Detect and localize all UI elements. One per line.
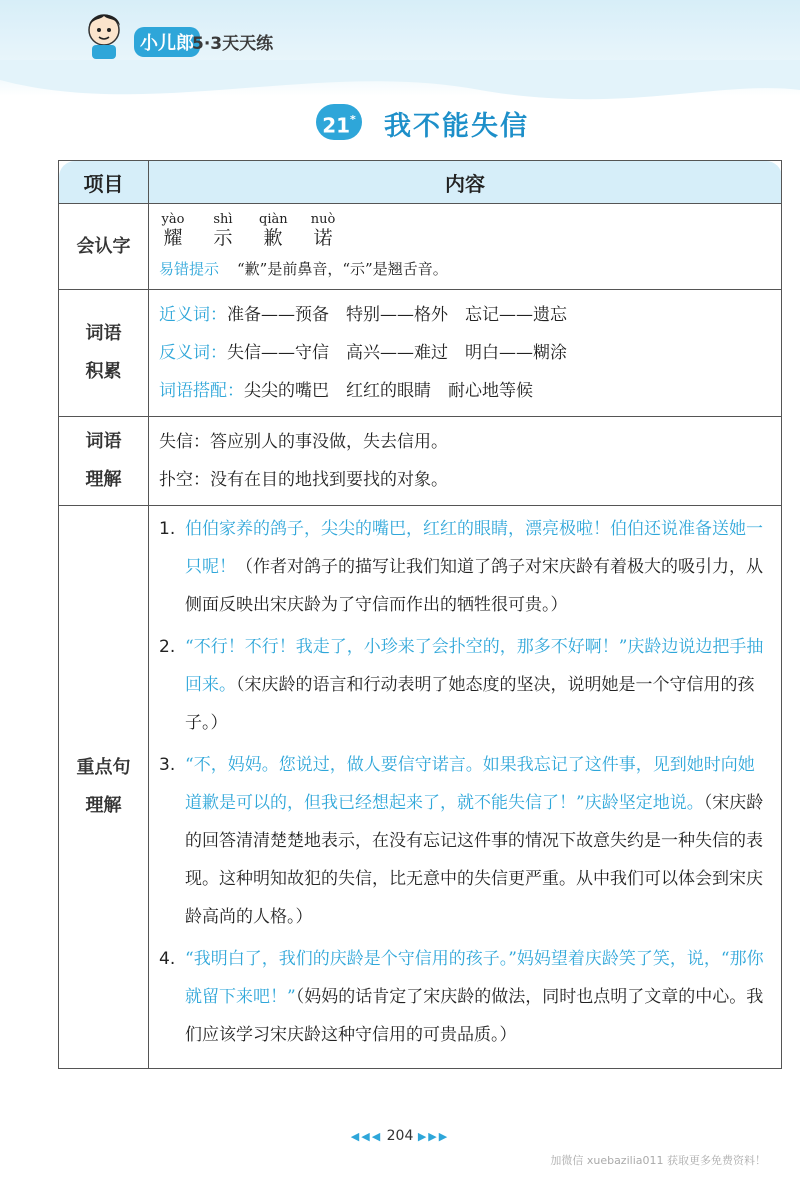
header-item: 项目: [59, 161, 149, 204]
list-item: [159, 628, 771, 742]
item-number: 1.: [159, 519, 176, 539]
character: 耀: [163, 227, 183, 249]
collocations-label: 词语搭配：: [159, 381, 244, 401]
row-words: [59, 290, 782, 417]
brand-logo: 小儿郎: [134, 27, 200, 57]
antonyms-label: 反义词：: [159, 343, 227, 363]
analysis: （宋庆龄的回答清清楚楚地表示，在没有忘记这件事的情况下故意失约是一种失信的表现。这种明知故犯的失信，比无意中的失信更严重。从中我们可以体会到宋庆龄高尚的人格。）: [185, 793, 764, 927]
synonyms-label: 近义词：: [159, 305, 227, 325]
page-number: 204: [386, 1128, 414, 1144]
row-content: [149, 506, 782, 1069]
synonyms-line: [159, 296, 771, 334]
pinyin-row: [159, 210, 771, 227]
tip-label: 易错提示: [159, 260, 220, 278]
watermark: 加微信 xuebazilia011 获取更多免费资料！: [550, 1154, 766, 1167]
tip-text: “歉”是前鼻音，“示”是翘舌音。: [237, 260, 448, 278]
key-sentence-list: [159, 510, 771, 1054]
synonyms: 准备——预备 特别——格外 忘记——遗忘: [227, 305, 567, 325]
lesson-star: *: [350, 113, 356, 126]
collocations-line: [159, 372, 771, 410]
row-label: 会认字: [59, 204, 149, 290]
quote: “不行！不行！我走了，小珍来了会扑空的，那多不好啊！”庆龄边说边把手抽回来。: [185, 637, 764, 695]
row-understand: [59, 417, 782, 506]
quote: “我明白了，我们的庆龄是个守信用的孩子。”妈妈望着庆龄笑了笑，说，“那你就留下来吧！”: [185, 949, 764, 1007]
analysis: （作者对鸽子的描写让我们知道了鸽子对宋庆龄有着极大的吸引力，从侧面反映出宋庆龄为了守信而作出的牺牲很可贵。）: [185, 557, 763, 615]
item-number: 4.: [159, 949, 176, 969]
character: 示: [213, 227, 233, 249]
header-content: 内容: [149, 161, 782, 204]
pinyin: shì: [213, 212, 233, 227]
quote: 伯伯家养的鸽子，尖尖的嘴巴，红红的眼睛，漂亮极啦！伯伯还说准备送她一只呢！: [185, 519, 763, 577]
prev-arrows-icon: ◀◀◀: [350, 1130, 383, 1143]
lesson-number-badge: [316, 104, 362, 140]
analysis: （妈妈的话肯定了宋庆龄的做法，同时也点明了文章的中心。我们应该学习宋庆龄这种守信用的可贵品质。）: [185, 987, 764, 1045]
table-header-row: [59, 161, 782, 204]
study-table: [58, 160, 782, 1069]
character: 歉: [263, 227, 283, 249]
characters-row: [159, 227, 771, 255]
row-label: 词语 积累: [59, 290, 149, 417]
row-label: 词语 理解: [59, 417, 149, 506]
quote: “不，妈妈。您说过，做人要信守诺言。如果我忘记了这件事，见到她时向她道歉是可以的，但我已经想起来了，就不能失信了！”庆龄坚定地说。: [185, 755, 755, 813]
row-content: [149, 290, 782, 417]
antonyms: 失信——守信 高兴——难过 明白——糊涂: [227, 343, 567, 363]
lesson-title: 我不能失信: [384, 111, 529, 142]
list-item: [159, 746, 771, 936]
antonyms-line: [159, 334, 771, 372]
series-name: 5·3天天练: [192, 34, 274, 54]
pinyin: yào: [161, 212, 185, 227]
row-label: 重点句 理解: [59, 506, 149, 1069]
row-recognize: [59, 204, 782, 290]
page-footer: [0, 1128, 800, 1144]
row-content: [149, 204, 782, 290]
character: 诺: [313, 227, 333, 249]
definition-line: 扑空：没有在目的地找到要找的对象。: [159, 470, 448, 490]
list-item: [159, 940, 771, 1054]
item-number: 3.: [159, 755, 176, 775]
collocations: 尖尖的嘴巴 红红的眼睛 耐心地等候: [244, 381, 533, 401]
row-content: [149, 417, 782, 506]
lesson-number: 21: [322, 113, 351, 138]
mascot-icon: [82, 10, 128, 60]
error-tip: [159, 255, 771, 283]
pinyin: qiàn: [259, 212, 288, 227]
next-arrows-icon: ▶▶▶: [417, 1130, 450, 1143]
item-number: 2.: [159, 637, 176, 657]
pinyin: nuò: [310, 212, 336, 227]
row-key-sentences: [59, 506, 782, 1069]
list-item: [159, 510, 771, 624]
analysis: （宋庆龄的语言和行动表明了她态度的坚决，说明她是一个守信用的孩子。）: [185, 675, 755, 733]
definition-line: 失信：答应别人的事没做，失去信用。: [159, 432, 448, 452]
